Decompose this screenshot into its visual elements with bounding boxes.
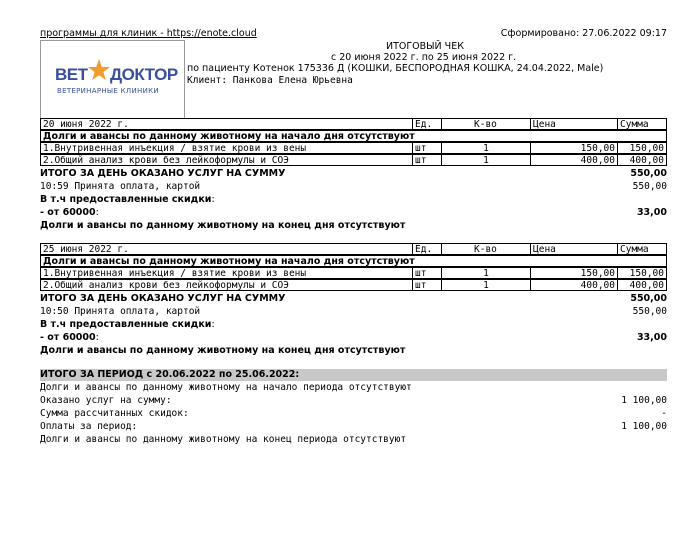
table-row (40, 154, 667, 167)
day-total-label: ИТОГО ЗА ДЕНЬ ОКАЗАНО УСЛУГ НА СУММУ (40, 168, 286, 179)
day-date: 25 июня 2022 г. (40, 243, 413, 255)
item-name: 1.Внутривенная инъекция / взятие крови из вены (40, 142, 413, 154)
item-name: 2.Общий анализ крови без лейкоформулы и СОЭ (40, 279, 413, 291)
discounts-heading: В т.ч предоставленные скидки: (40, 194, 215, 205)
col-price-header: Цена (530, 243, 618, 255)
col-unit-header: Ед. (412, 243, 442, 255)
clinic-logo (40, 40, 185, 119)
item-price: 150,00 (530, 142, 618, 154)
item-price: 400,00 (530, 154, 618, 166)
day-total-value: 550,00 (630, 293, 667, 304)
day-total-value: 550,00 (630, 168, 667, 179)
period-services-label: Оказано услуг на сумму: (40, 395, 172, 406)
col-qty-header: К-во (441, 118, 531, 130)
item-unit: шт (412, 142, 442, 154)
item-price: 150,00 (530, 267, 618, 279)
client-info: Клиент: Панкова Елена Юрьевна (187, 75, 353, 86)
period-debt-end: Долги и авансы по данному животному на конец периода отсутствуют (40, 434, 407, 445)
col-sum-header: Сумма (617, 243, 667, 255)
item-qty: 1 (441, 267, 531, 279)
star-icon (87, 58, 111, 82)
period-payments-value: 1 100,00 (621, 421, 667, 432)
period-payments-label: Оплаты за период: (40, 421, 138, 432)
debt-start-text: Долги и авансы по данному животному на начало дня отсутствуют (40, 255, 667, 267)
item-name: 2.Общий анализ крови без лейкоформулы и СОЭ (40, 154, 413, 166)
item-qty: 1 (441, 142, 531, 154)
logo-brand-left: ВЕТ (55, 65, 88, 84)
day-date: 20 июня 2022 г. (40, 118, 413, 130)
item-qty: 1 (441, 279, 531, 291)
period-summary-title: ИТОГО ЗА ПЕРИОД с 20.06.2022 по 25.06.2022: (40, 369, 300, 380)
table-row (40, 279, 667, 292)
debt-end-text: Долги и авансы по данному животному на конец дня отсутствуют (40, 220, 406, 231)
debt-end-text: Долги и авансы по данному животному на конец дня отсутствуют (40, 345, 406, 356)
item-sum: 150,00 (617, 267, 667, 279)
period-debt-start: Долги и авансы по данному животному на начало периода отсутствуют (40, 382, 412, 393)
period-discounts-label: Сумма рассчитанных скидок: (40, 408, 189, 419)
discount-value: 33,00 (636, 207, 667, 218)
enote-link[interactable]: программы для клиник - https://enote.cloud (40, 28, 257, 39)
item-qty: 1 (441, 154, 531, 166)
day-total-label: ИТОГО ЗА ДЕНЬ ОКАЗАНО УСЛУГ НА СУММУ (40, 293, 286, 304)
item-sum: 400,00 (617, 154, 667, 166)
item-unit: шт (412, 279, 442, 291)
item-name: 1.Внутривенная инъекция / взятие крови из вены (40, 267, 413, 279)
payment-label: 10:50 Принята оплата, картой (40, 306, 201, 317)
period-services-value: 1 100,00 (621, 395, 667, 406)
col-unit-header: Ед. (412, 118, 442, 130)
col-sum-header: Сумма (617, 118, 667, 130)
logo-brand-right: ДОКТОР (110, 65, 178, 84)
item-price: 400,00 (530, 279, 618, 291)
logo-subtitle: ВЕТЕРИНАРНЫЕ КЛИНИКИ (57, 87, 159, 95)
discount-value: 33,00 (636, 332, 667, 343)
payment-label: 10:59 Принята оплата, картой (40, 181, 201, 192)
item-sum: 150,00 (617, 142, 667, 154)
item-sum: 400,00 (617, 279, 667, 291)
col-price-header: Цена (530, 118, 618, 130)
payment-value: 550,00 (632, 181, 667, 192)
discount-line: - от 60000: (40, 332, 99, 343)
receipt-period: с 20 июня 2022 г. по 25 июня 2022 г. (331, 52, 517, 63)
period-discounts-value: - (661, 408, 667, 419)
generated-timestamp: Сформировано: 27.06.2022 09:17 (500, 28, 667, 39)
payment-value: 550,00 (632, 306, 667, 317)
receipt-title: ИТОГОВЫЙ ЧЕК (386, 41, 464, 52)
item-unit: шт (412, 154, 442, 166)
discounts-heading: В т.ч предоставленные скидки: (40, 319, 215, 330)
col-qty-header: К-во (441, 243, 531, 255)
patient-info: по пациенту Котенок 175336 Д (КОШКИ, БЕСПОРОДНАЯ КОШКА, 24.04.2022, Male) (187, 63, 604, 74)
debt-start-text: Долги и авансы по данному животному на начало дня отсутствуют (40, 130, 667, 142)
discount-line: - от 60000: (40, 207, 99, 218)
item-unit: шт (412, 267, 442, 279)
